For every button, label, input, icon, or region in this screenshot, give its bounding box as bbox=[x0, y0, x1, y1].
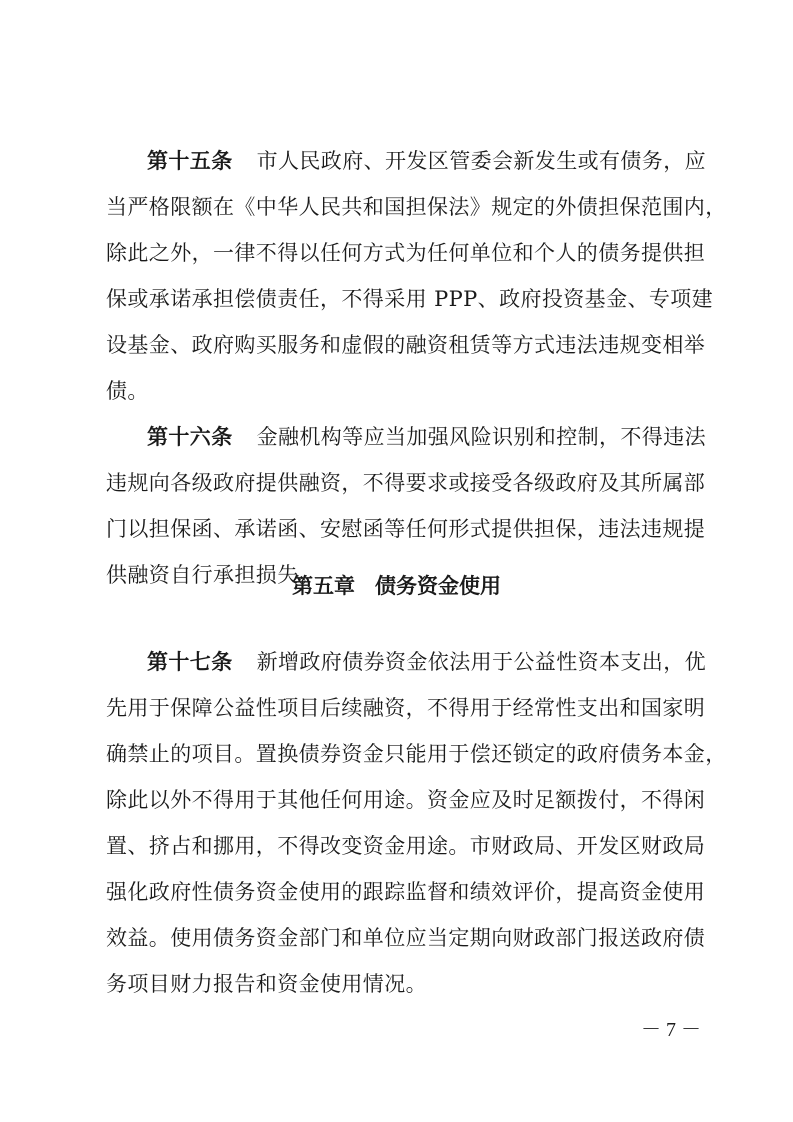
article-17-first-line bbox=[147, 646, 707, 678]
chapter-number: 第五章 bbox=[292, 574, 355, 598]
article-17-line: 先用于保障公益性项目后续融资，不得用于经常性支出和国家明 bbox=[106, 696, 706, 720]
article-16-line: 供融资自行承担损失。 bbox=[106, 563, 320, 587]
page-number: － 7 － bbox=[641, 1019, 701, 1041]
article-17-text: 新增政府债券资金依法用于公益性资本支出，优 bbox=[256, 650, 707, 674]
article-17-line: 强化政府性债务资金使用的跟踪监督和绩效评价，提高资金使用 bbox=[106, 880, 706, 904]
article-15-number: 第十五条 bbox=[147, 149, 233, 173]
article-16-line: 门以担保函、承诺函、安慰函等任何形式提供担保，违法违规提 bbox=[106, 517, 706, 541]
article-17-line: 务项目财力报告和资金使用情况。 bbox=[106, 972, 427, 996]
article-17-number: 第十七条 bbox=[147, 650, 233, 674]
article-15-line: 除此之外，一律不得以任何方式为任何单位和个人的债务提供担 bbox=[106, 241, 706, 265]
article-17-line: 效益。使用债务资金部门和单位应当定期向财政部门报送政府债 bbox=[106, 926, 706, 950]
chapter-heading bbox=[0, 570, 793, 602]
article-15-line: 当严格限额在《中华人民共和国担保法》规定的外债担保范围内， bbox=[106, 195, 727, 219]
article-17-line: 除此以外不得用于其他任何用途。资金应及时足额拨付，不得闲 bbox=[106, 788, 706, 812]
article-15-line: 设基金、政府购买服务和虚假的融资租赁等方式违法违规变相举 bbox=[106, 333, 706, 357]
article-16-line: 违规向各级政府提供融资，不得要求或接受各级政府及其所属部 bbox=[106, 471, 706, 495]
article-15-line: 债。 bbox=[106, 379, 149, 403]
article-15-line: 保或承诺承担偿债责任，不得采用 PPP、政府投资基金、专项建 bbox=[106, 287, 714, 311]
chapter-title: 债务资金使用 bbox=[375, 574, 501, 598]
article-16-first-line bbox=[147, 421, 707, 453]
article-17-line: 置、挤占和挪用，不得改变资金用途。市财政局、开发区财政局 bbox=[106, 834, 706, 858]
article-16-number: 第十六条 bbox=[147, 425, 233, 449]
article-16-text: 金融机构等应当加强风险识别和控制，不得违法 bbox=[256, 425, 707, 449]
article-15-first-line bbox=[147, 145, 707, 177]
article-15-text: 市人民政府、开发区管委会新发生或有债务，应 bbox=[256, 149, 707, 173]
article-17-line: 确禁止的项目。置换债券资金只能用于偿还锁定的政府债务本金， bbox=[106, 742, 727, 766]
